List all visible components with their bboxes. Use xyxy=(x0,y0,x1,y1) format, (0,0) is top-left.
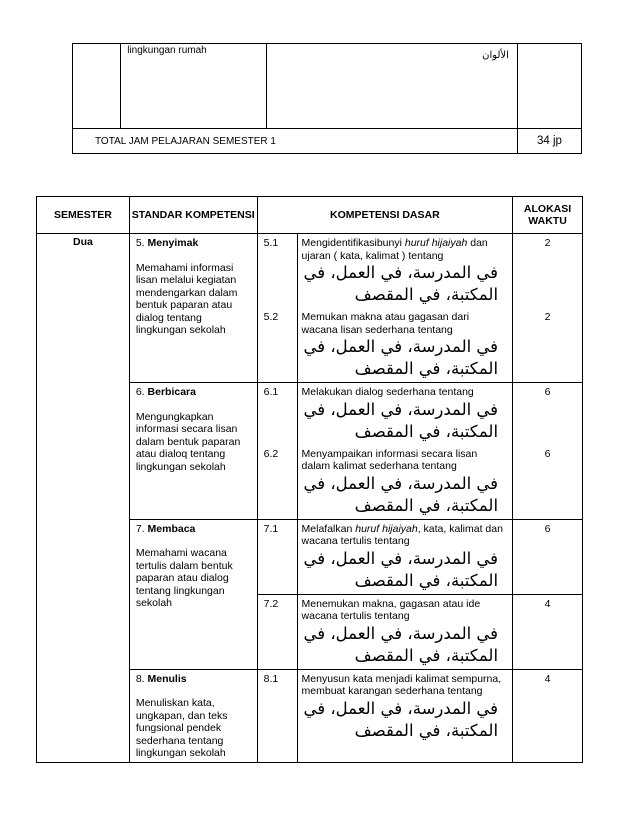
kd-description xyxy=(302,311,505,336)
kd-arabic-line2: المكتبة، في المقصف xyxy=(354,421,499,441)
kd-desc-text: Menemukan makna, gagasan atau ide wacana tertulis tentang xyxy=(301,597,481,622)
sk-title-text: Menulis xyxy=(147,672,187,685)
table-body xyxy=(37,234,583,763)
kd-arabic-line2: المكتبة، في المقصف xyxy=(354,285,499,304)
kd-arabic-line1: في المدرسة، في العمل، في xyxy=(303,623,499,643)
empty-cell xyxy=(517,44,581,129)
kd-desc-text: dan ujaran ( kata, kalimat ) tentang xyxy=(301,237,488,262)
header-standar: STANDAR KOMPETENSI xyxy=(129,197,257,234)
sk-description: Mengungkapkan informasi secara lisan dalam bentuk paparan atau dialoq tentang lingkungan sekolah xyxy=(135,410,241,473)
kd-desc-text: Memukan makna atau gagasan dari wacana lisan sederhana tentang xyxy=(301,311,470,336)
topic-cell: lingkungan rumah xyxy=(121,44,267,129)
standar-kompetensi-cell xyxy=(129,383,257,520)
sk-description: Menuliskan kata, ungkapan, dan teks fungsional pendek sederhana tentang lingkungan sekolah xyxy=(135,697,228,759)
alokasi-cell: 2 xyxy=(513,308,583,383)
standar-kompetensi-cell xyxy=(129,234,257,383)
kd-number: 6.1 xyxy=(257,383,297,445)
kd-text xyxy=(297,594,513,669)
kd-arabic-line1: في المدرسة، في العمل، في xyxy=(303,399,499,419)
sk-title xyxy=(136,523,251,536)
kd-desc-italic: huruf hijaiyah xyxy=(355,522,418,535)
sk-title xyxy=(136,386,251,399)
kd-number: 8.1 xyxy=(257,669,297,762)
kd-desc-italic: huruf hijaiyah xyxy=(404,237,468,249)
total-label: TOTAL JAM PELAJARAN SEMESTER 1 xyxy=(73,129,518,154)
kd-arabic-line2: المكتبة، في المقصف xyxy=(354,359,499,378)
kd-arabic-line2: المكتبة، في المقصف xyxy=(354,645,499,665)
kd-desc-text: Melakukan dialog sederhana tentang xyxy=(301,386,474,398)
sk-number: 5. xyxy=(135,237,148,249)
kd-text xyxy=(297,383,513,445)
sk-title-text: Membaca xyxy=(147,522,196,535)
kd-description xyxy=(302,448,505,473)
alokasi-cell: 2 xyxy=(513,234,583,309)
kd-arabic-line2: المكتبة، في المقصف xyxy=(354,495,499,515)
kd-desc-text: , kata, kalimat dan wacana tertulis tentang xyxy=(301,522,503,547)
kd-number: 5.2 xyxy=(257,308,297,383)
kd-arabic-line2: المكتبة، في المقصف xyxy=(354,720,499,740)
competency-table xyxy=(36,196,583,763)
kd-desc-text: Melafalkan xyxy=(301,522,356,535)
header-row xyxy=(37,197,583,234)
kd-description xyxy=(302,598,505,623)
semester1-table xyxy=(72,43,582,154)
kd-text xyxy=(297,234,513,309)
kd-text xyxy=(297,308,513,383)
sk-description: Memahami wacana tertulis dalam bentuk paparan atau dialog tentang lingkungan sekolah xyxy=(135,547,233,609)
kd-description xyxy=(302,523,505,548)
kd-number: 7.1 xyxy=(257,519,297,594)
kd-description xyxy=(302,237,505,262)
standar-kompetensi-cell xyxy=(129,519,257,669)
kd-description xyxy=(302,673,505,698)
sk-title-text: Berbicara xyxy=(147,386,196,398)
alokasi-cell: 6 xyxy=(513,383,583,445)
alokasi-cell: 6 xyxy=(513,445,583,520)
table-row xyxy=(37,234,583,309)
header-semester: SEMESTER xyxy=(37,197,130,234)
header-kompetensi: KOMPETENSI DASAR xyxy=(257,197,512,234)
sk-number: 8. xyxy=(135,672,148,685)
sk-number: 6. xyxy=(135,386,148,398)
kd-arabic-line1: في المدرسة، في العمل، في xyxy=(303,548,499,568)
kd-number: 7.2 xyxy=(257,594,297,669)
kd-desc-text: Mengidentifikasibunyi xyxy=(301,237,405,249)
kd-text xyxy=(297,519,513,594)
total-value: 34 jp xyxy=(517,129,581,154)
alokasi-cell: 4 xyxy=(513,669,583,762)
kd-desc-text: Menyampaikan informasi secara lisan dalam kalimat sederhana tentang xyxy=(301,447,478,472)
total-row xyxy=(73,129,582,154)
kd-arabic-line1: في المدرسة، في العمل، في xyxy=(303,337,499,356)
alokasi-cell: 4 xyxy=(513,594,583,669)
arabic-topic-cell: الألوان xyxy=(267,44,518,129)
alokasi-cell: 6 xyxy=(513,519,583,594)
sk-title-text: Menyimak xyxy=(147,237,199,249)
kd-number: 6.2 xyxy=(257,445,297,520)
kd-desc-text: Menyusun kata menjadi kalimat sempurna, membuat karangan sederhana tentang xyxy=(301,672,502,697)
sk-number: 7. xyxy=(135,522,148,535)
kd-number: 5.1 xyxy=(257,234,297,309)
kd-text xyxy=(297,445,513,520)
semester-cell: Dua xyxy=(37,234,130,763)
kd-arabic-line1: في المدرسة، في العمل، في xyxy=(303,698,499,718)
standar-kompetensi-cell xyxy=(129,669,257,762)
kd-arabic-line2: المكتبة، في المقصف xyxy=(354,570,499,590)
kd-text xyxy=(297,669,513,762)
kd-arabic-line1: في المدرسة، في العمل، في xyxy=(303,263,499,282)
table-row xyxy=(73,44,582,129)
sk-title xyxy=(136,237,251,250)
sk-title xyxy=(136,673,251,686)
kd-description xyxy=(302,386,505,399)
empty-cell xyxy=(73,44,121,129)
sk-description: Memahami informasi lisan melalui kegiatan mendengarkan dalam bentuk paparan atau dialog tentang lingkungan sekolah xyxy=(135,261,238,336)
header-alokasi: ALOKASI WAKTU xyxy=(513,197,583,234)
kd-arabic-line1: في المدرسة، في العمل، في xyxy=(303,473,499,493)
